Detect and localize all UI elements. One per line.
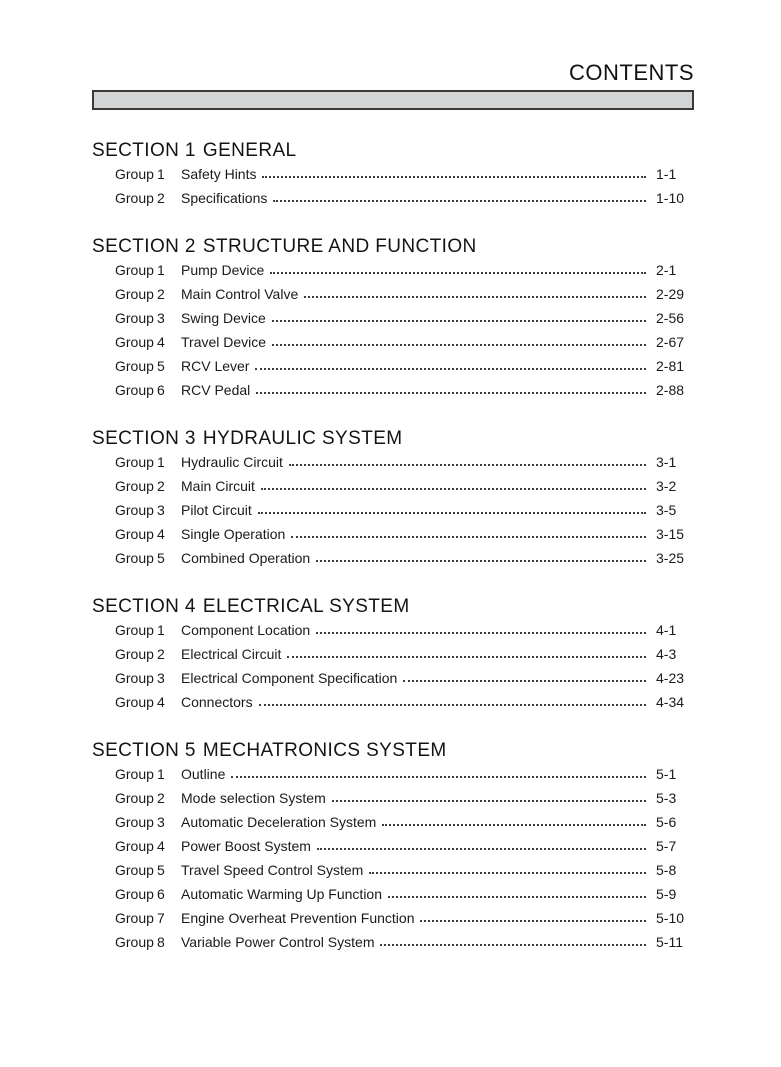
- dot-leader: [326, 786, 656, 810]
- page-number: 1-10: [656, 190, 685, 206]
- group-label: Group: [115, 694, 154, 710]
- group-title: Safety Hints: [181, 166, 257, 182]
- dot-leader: [264, 258, 656, 282]
- dot-leader: [363, 858, 656, 882]
- toc-row: [92, 762, 694, 786]
- toc-row: [92, 258, 694, 282]
- group-label: Group: [115, 286, 154, 302]
- group-label: Group: [115, 670, 154, 686]
- group-label: Group: [115, 166, 154, 182]
- section-number: SECTION 1: [92, 140, 196, 161]
- group-title: Main Control Valve: [181, 286, 299, 302]
- page-number: 5-6: [656, 814, 677, 830]
- page-number: 5-9: [656, 886, 677, 902]
- group-title: Power Boost System: [181, 838, 311, 854]
- page-number: 4-34: [656, 694, 685, 710]
- toc-row: [92, 930, 694, 954]
- group-title: Travel Speed Control System: [181, 862, 364, 878]
- page-number: 4-1: [656, 622, 677, 638]
- group-title: Single Operation: [181, 526, 286, 542]
- page-number: 4-23: [656, 670, 685, 686]
- group-title: Automatic Deceleration System: [181, 814, 377, 830]
- toc-row: [92, 282, 694, 306]
- group-number: 3: [157, 670, 165, 686]
- group-label: Group: [115, 454, 154, 470]
- group-number: 4: [157, 526, 165, 542]
- group-label: Group: [115, 790, 154, 806]
- section-number: SECTION 2: [92, 236, 196, 257]
- dot-leader: [374, 930, 656, 954]
- group-label: Group: [115, 934, 154, 950]
- group-number: 2: [157, 646, 165, 662]
- section-name: STRUCTURE AND FUNCTION: [202, 236, 477, 257]
- group-label: Group: [115, 886, 154, 902]
- group-title: Specifications: [181, 190, 268, 206]
- group-title: Automatic Warming Up Function: [181, 886, 382, 902]
- toc-row: [92, 858, 694, 882]
- group-number: 1: [157, 166, 165, 182]
- page-number: 5-10: [656, 910, 685, 926]
- dot-leader: [266, 306, 656, 330]
- page-number: 3-5: [656, 502, 677, 518]
- group-title: Pilot Circuit: [181, 502, 252, 518]
- page-number: 3-2: [656, 478, 677, 494]
- dot-leader: [397, 666, 656, 690]
- section-name: MECHATRONICS SYSTEM: [202, 740, 447, 761]
- group-number: 6: [157, 886, 165, 902]
- toc-section: [92, 140, 694, 210]
- dot-leader: [285, 522, 656, 546]
- group-title: Electrical Component Specification: [181, 670, 398, 686]
- group-number: 1: [157, 766, 165, 782]
- toc-row: [92, 378, 694, 402]
- page-number: 2-29: [656, 286, 685, 302]
- dot-leader: [225, 762, 656, 786]
- group-number: 2: [157, 790, 165, 806]
- group-number: 7: [157, 910, 165, 926]
- dot-leader: [310, 546, 656, 570]
- page-number: 2-88: [656, 382, 685, 398]
- toc-sections: [92, 140, 694, 954]
- group-label: Group: [115, 838, 154, 854]
- toc-row: [92, 642, 694, 666]
- toc-row: [92, 186, 694, 210]
- group-number: 4: [157, 334, 165, 350]
- dot-leader: [298, 282, 656, 306]
- dot-leader: [414, 906, 656, 930]
- page-number: 1-1: [656, 166, 677, 182]
- group-number: 1: [157, 262, 165, 278]
- toc-section: [92, 596, 694, 714]
- group-number: 5: [157, 862, 165, 878]
- toc-row: [92, 690, 694, 714]
- toc-row: [92, 498, 694, 522]
- section-heading: [92, 428, 694, 450]
- dot-leader: [256, 162, 656, 186]
- group-number: 2: [157, 478, 165, 494]
- group-label: Group: [115, 502, 154, 518]
- toc-row: [92, 666, 694, 690]
- toc-row: [92, 882, 694, 906]
- group-number: 8: [157, 934, 165, 950]
- page-number: 3-15: [656, 526, 685, 542]
- dot-leader: [310, 618, 656, 642]
- page-number: 2-67: [656, 334, 685, 350]
- group-label: Group: [115, 526, 154, 542]
- toc-section: [92, 428, 694, 570]
- group-title: Swing Device: [181, 310, 266, 326]
- group-number: 3: [157, 310, 165, 326]
- group-title: Main Circuit: [181, 478, 255, 494]
- dot-leader: [311, 834, 656, 858]
- dot-leader: [283, 450, 656, 474]
- toc-row: [92, 474, 694, 498]
- dot-leader: [250, 378, 656, 402]
- dot-leader: [267, 186, 656, 210]
- group-label: Group: [115, 814, 154, 830]
- group-number: 3: [157, 814, 165, 830]
- group-title: Travel Device: [181, 334, 267, 350]
- toc-row: [92, 618, 694, 642]
- section-heading: [92, 140, 694, 162]
- group-label: Group: [115, 862, 154, 878]
- group-title: Hydraulic Circuit: [181, 454, 283, 470]
- section-name: GENERAL: [202, 140, 297, 161]
- group-number: 6: [157, 382, 165, 398]
- page-number: 5-11: [656, 934, 683, 950]
- group-number: 5: [157, 358, 165, 374]
- page-number: 2-81: [656, 358, 685, 374]
- group-label: Group: [115, 310, 154, 326]
- dot-leader: [249, 354, 656, 378]
- group-title: RCV Lever: [181, 358, 250, 374]
- section-heading: [92, 236, 694, 258]
- group-label: Group: [115, 382, 154, 398]
- group-title: Combined Operation: [181, 550, 311, 566]
- toc-row: [92, 450, 694, 474]
- group-title: Connectors: [181, 694, 253, 710]
- section-name: ELECTRICAL SYSTEM: [202, 596, 410, 617]
- page-number: 5-7: [656, 838, 677, 854]
- group-number: 4: [157, 838, 165, 854]
- toc-row: [92, 162, 694, 186]
- group-label: Group: [115, 358, 154, 374]
- page-number: 5-8: [656, 862, 677, 878]
- dot-leader: [281, 642, 656, 666]
- dot-leader: [376, 810, 656, 834]
- group-number: 1: [157, 454, 165, 470]
- toc-row: [92, 834, 694, 858]
- group-number: 5: [157, 550, 165, 566]
- toc-row: [92, 306, 694, 330]
- page-number: 3-1: [656, 454, 677, 470]
- toc-section: [92, 236, 694, 402]
- group-number: 2: [157, 190, 165, 206]
- group-label: Group: [115, 646, 154, 662]
- section-heading: [92, 740, 694, 762]
- group-label: Group: [115, 262, 154, 278]
- page-number: 5-1: [656, 766, 677, 782]
- group-title: Engine Overheat Prevention Function: [181, 910, 415, 926]
- page-number: 2-1: [656, 262, 677, 278]
- section-number: SECTION 5: [92, 740, 196, 761]
- section-number: SECTION 4: [92, 596, 196, 617]
- toc-row: [92, 522, 694, 546]
- group-title: Variable Power Control System: [181, 934, 375, 950]
- group-label: Group: [115, 478, 154, 494]
- dot-leader: [266, 330, 656, 354]
- group-number: 3: [157, 502, 165, 518]
- group-title: RCV Pedal: [181, 382, 251, 398]
- toc-row: [92, 330, 694, 354]
- page-number: 5-3: [656, 790, 677, 806]
- toc-row: [92, 546, 694, 570]
- group-label: Group: [115, 910, 154, 926]
- group-title: Outline: [181, 766, 226, 782]
- dot-leader: [253, 690, 656, 714]
- header-bar: [92, 90, 694, 110]
- group-label: Group: [115, 334, 154, 350]
- group-title: Component Location: [181, 622, 311, 638]
- dot-leader: [252, 498, 656, 522]
- toc-row: [92, 786, 694, 810]
- group-title: Mode selection System: [181, 790, 326, 806]
- toc-row: [92, 354, 694, 378]
- group-number: 4: [157, 694, 165, 710]
- section-number: SECTION 3: [92, 428, 196, 449]
- group-number: 1: [157, 622, 165, 638]
- page-number: 4-3: [656, 646, 677, 662]
- toc-row: [92, 906, 694, 930]
- group-title: Pump Device: [181, 262, 265, 278]
- section-name: HYDRAULIC SYSTEM: [202, 428, 403, 449]
- group-label: Group: [115, 550, 154, 566]
- group-label: Group: [115, 190, 154, 206]
- page-title: CONTENTS: [569, 60, 694, 85]
- group-title: Electrical Circuit: [181, 646, 282, 662]
- page-header: [92, 60, 694, 110]
- dot-leader: [255, 474, 656, 498]
- toc-row: [92, 810, 694, 834]
- group-label: Group: [115, 766, 154, 782]
- page-number: 2-56: [656, 310, 685, 326]
- group-number: 2: [157, 286, 165, 302]
- group-label: Group: [115, 622, 154, 638]
- page-number: 3-25: [656, 550, 685, 566]
- dot-leader: [382, 882, 656, 906]
- section-heading: [92, 596, 694, 618]
- toc-section: [92, 740, 694, 954]
